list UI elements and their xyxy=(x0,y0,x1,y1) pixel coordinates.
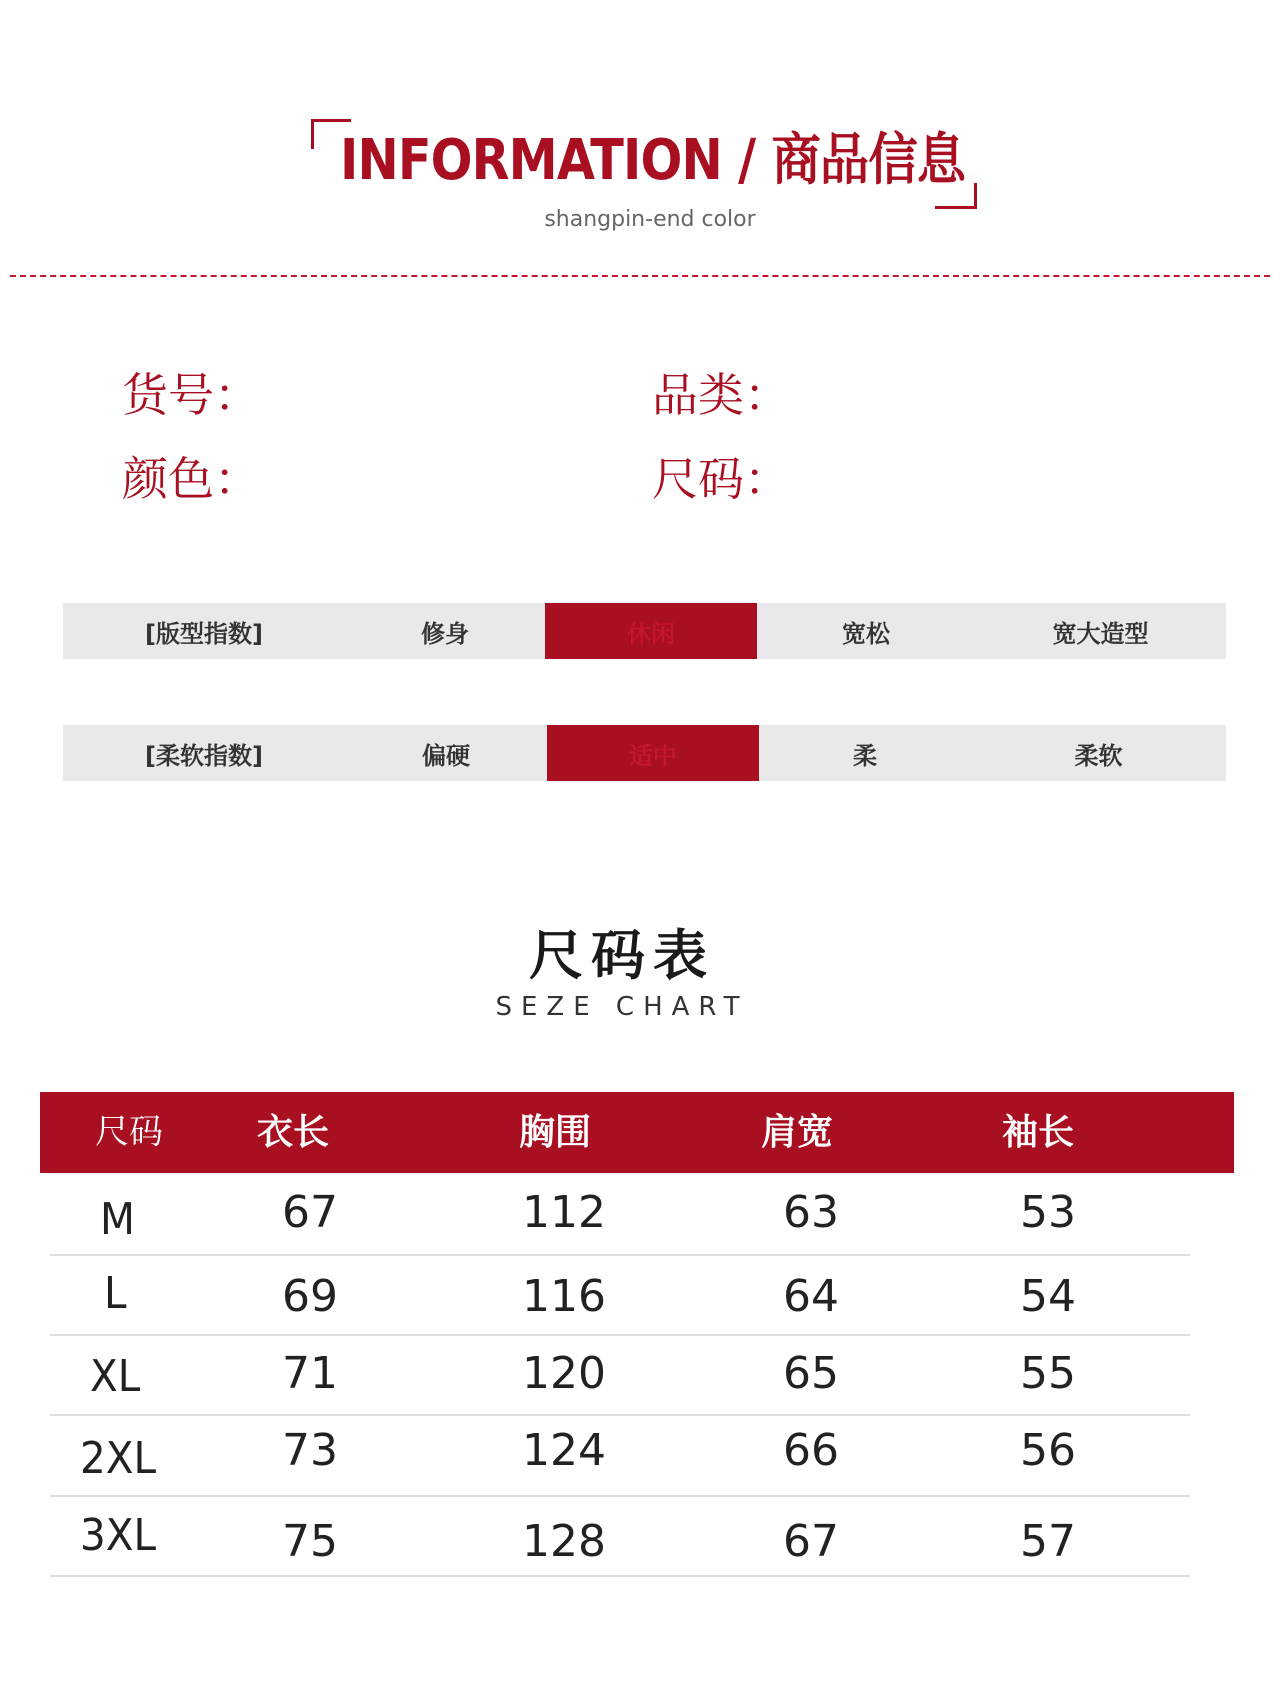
softness-option-very-soft: 柔软 xyxy=(1074,741,1123,770)
table-cell: 124 xyxy=(522,1425,606,1476)
size-table-header xyxy=(40,1092,1234,1173)
softness-option-stiff: 偏硬 xyxy=(422,741,470,770)
column-header-size: 尺码 xyxy=(95,1112,163,1152)
column-header-length: 衣长 xyxy=(257,1112,330,1153)
softness-option-soft: 柔 xyxy=(853,741,877,770)
fit-option-oversized: 宽大造型 xyxy=(1052,619,1149,648)
softness-index-label: [柔软指数] xyxy=(145,741,263,770)
table-cell-size: XL xyxy=(90,1351,141,1402)
table-cell: 53 xyxy=(1020,1187,1076,1238)
table-cell: 66 xyxy=(783,1425,839,1476)
corner-bracket-bottom-right xyxy=(935,183,977,209)
table-cell: 112 xyxy=(522,1187,606,1238)
softness-option-medium-selected xyxy=(547,725,759,781)
fit-option-slim: 修身 xyxy=(421,619,469,648)
column-header-chest: 胸围 xyxy=(519,1112,592,1153)
softness-option-medium-label: 适中 xyxy=(629,741,677,770)
table-cell-size: M xyxy=(100,1194,135,1245)
row-divider xyxy=(50,1334,1190,1336)
table-cell: 120 xyxy=(522,1348,606,1399)
table-cell-size: 3XL xyxy=(80,1510,157,1561)
table-cell: 64 xyxy=(783,1271,839,1322)
item-number-label: 货号： xyxy=(122,368,260,422)
information-title: INFORMATION / 商品信息 xyxy=(340,128,966,193)
table-cell: 71 xyxy=(282,1348,338,1399)
table-cell: 65 xyxy=(783,1348,839,1399)
color-label: 颜色： xyxy=(122,452,260,506)
table-cell: 116 xyxy=(522,1271,606,1322)
table-cell: 56 xyxy=(1020,1425,1076,1476)
table-cell: 55 xyxy=(1020,1348,1076,1399)
fit-option-casual-selected xyxy=(545,603,757,659)
table-cell: 128 xyxy=(522,1516,606,1567)
table-cell: 75 xyxy=(282,1516,338,1567)
table-cell: 57 xyxy=(1020,1516,1076,1567)
table-cell-size: 2XL xyxy=(80,1433,157,1484)
size-label: 尺码： xyxy=(652,452,790,506)
row-divider xyxy=(50,1495,1190,1497)
category-label: 品类： xyxy=(652,368,790,422)
softness-index-bar xyxy=(63,725,1226,781)
size-chart-title: 尺码表 xyxy=(529,924,715,987)
column-header-shoulder: 肩宽 xyxy=(761,1112,834,1153)
table-cell: 67 xyxy=(783,1516,839,1567)
table-cell: 67 xyxy=(282,1187,338,1238)
row-divider xyxy=(50,1414,1190,1416)
fit-option-loose: 宽松 xyxy=(842,619,890,648)
row-divider xyxy=(50,1254,1190,1256)
row-divider xyxy=(50,1575,1190,1577)
table-cell: 73 xyxy=(282,1425,338,1476)
information-subtitle: shangpin-end color xyxy=(544,207,756,232)
table-cell: 54 xyxy=(1020,1271,1076,1322)
table-cell: 69 xyxy=(282,1271,338,1322)
fit-index-bar xyxy=(63,603,1226,659)
dashed-divider xyxy=(10,275,1270,277)
fit-option-casual-label: 休闲 xyxy=(627,619,675,648)
fit-index-label: [版型指数] xyxy=(145,619,263,648)
column-header-sleeve: 袖长 xyxy=(1002,1112,1075,1153)
table-cell-size: L xyxy=(104,1268,127,1319)
table-cell: 63 xyxy=(783,1187,839,1238)
size-chart-subtitle: SEZE CHART xyxy=(495,992,749,1022)
